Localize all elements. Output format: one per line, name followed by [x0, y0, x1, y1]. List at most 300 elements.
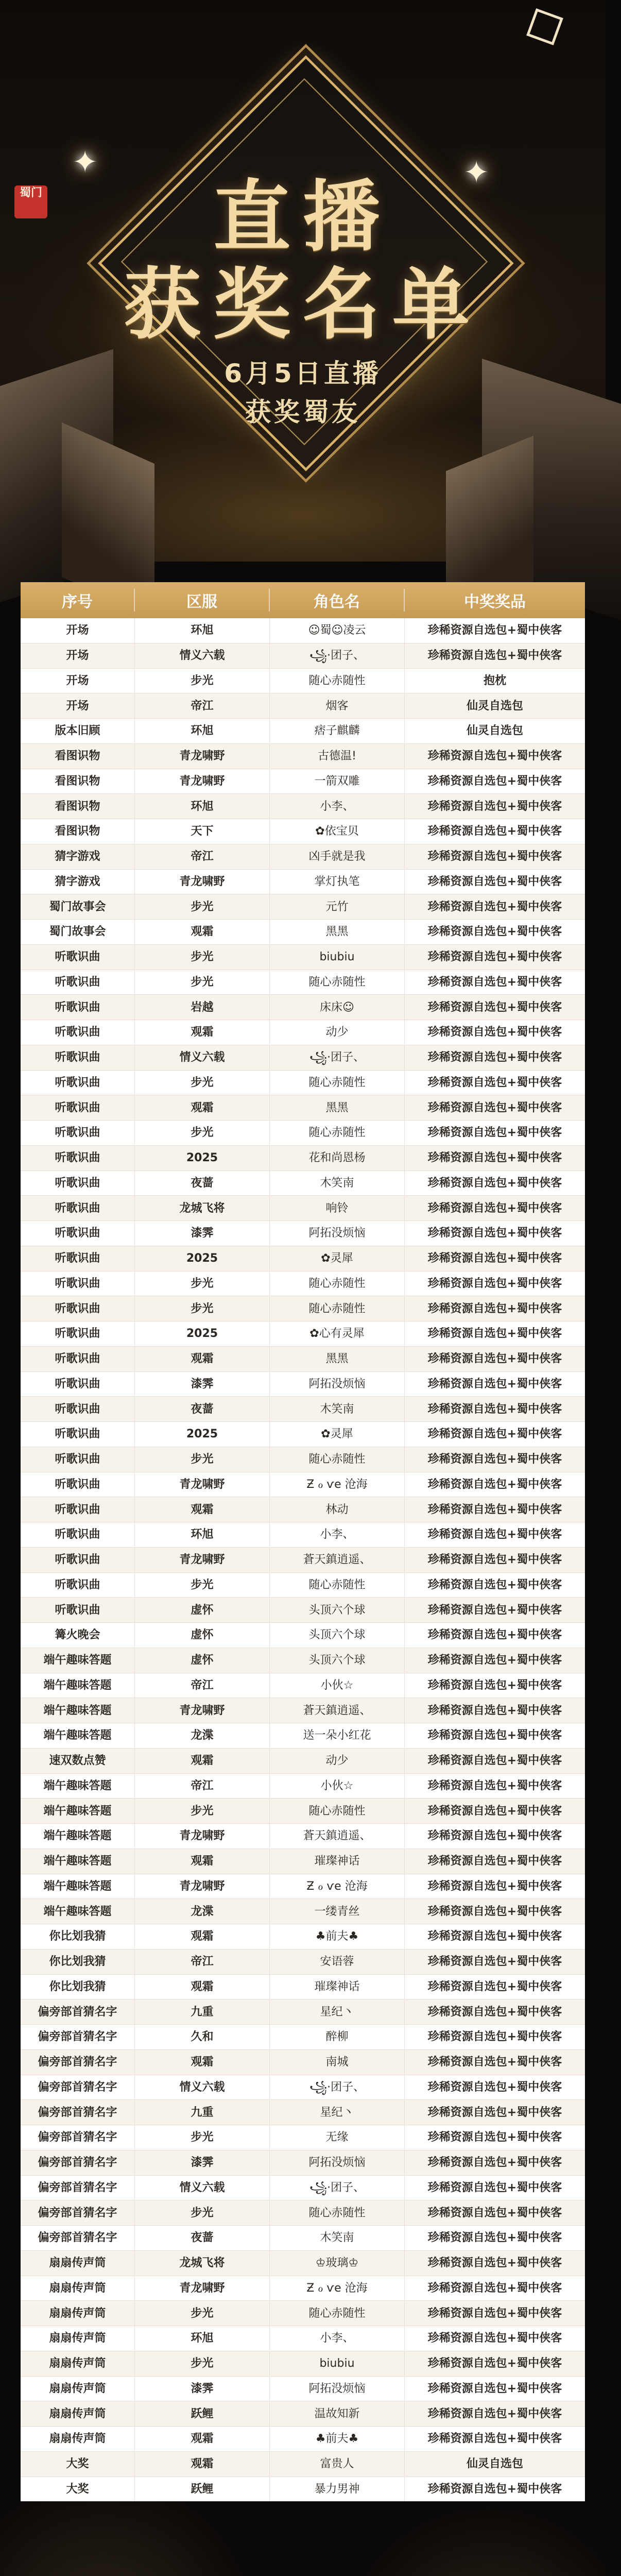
cell-server: 青龙啸野 [135, 1874, 270, 1899]
cell-prize: 珍稀资源自选包+蜀中侠客 [427, 1026, 562, 1039]
cell-index: 开场 [21, 694, 135, 718]
cell-prize: 珍稀资源自选包+蜀中侠客 [427, 1905, 562, 1918]
subtitle-date: 6月5日直播 [224, 359, 382, 388]
cell-server: 步光 [135, 1071, 270, 1095]
table-row [21, 1698, 585, 1723]
cell-character: Ƶ ℴ ѵe 沧海 [270, 1874, 405, 1899]
cell-server: 夜蔷 [135, 2226, 270, 2250]
cell-index: 端午趣味答题 [21, 1900, 135, 1924]
cell-character: 元竹 [270, 895, 405, 919]
frame-icon [526, 8, 563, 45]
table-row [21, 995, 585, 1020]
cell-prize: 珍稀资源自选包+蜀中侠客 [427, 925, 562, 939]
cell-server: 青龙啸野 [135, 1699, 270, 1723]
column-header-index: 序号 [21, 589, 135, 612]
cell-server: 漆霁 [135, 1221, 270, 1245]
cell-character: 无缘 [270, 2125, 405, 2149]
cell-index: 端午趣味答题 [21, 1799, 135, 1823]
cell-character: 富贵人 [270, 2452, 405, 2476]
cell-index: 听歌识曲 [21, 1321, 135, 1346]
cell-index: 偏旁部首猜名字 [21, 2050, 135, 2074]
cell-index: 听歌识曲 [21, 1146, 135, 1170]
cell-server: 观霜 [135, 1749, 270, 1773]
cell-index: 听歌识曲 [21, 945, 135, 969]
cell-server: 帝江 [135, 1673, 270, 1698]
cell-server: 情义六载 [135, 2075, 270, 2099]
cell-prize: 珍稀资源自选包+蜀中侠客 [427, 2382, 562, 2395]
cell-server: 帝江 [135, 1774, 270, 1798]
table-row [21, 2452, 585, 2477]
sparkle-icon: ✦ [72, 144, 98, 180]
table-row [21, 1397, 585, 1422]
table-row [21, 1824, 585, 1849]
column-header-character: 角色名 [270, 589, 405, 612]
cell-prize: 珍稀资源自选包+蜀中侠客 [427, 2005, 562, 2019]
table-row [21, 1422, 585, 1447]
seal-stamp: 蜀门 [14, 185, 47, 218]
winners-table [21, 582, 585, 2501]
cell-server: 步光 [135, 669, 270, 693]
table-row [21, 1522, 585, 1548]
cell-index: 听歌识曲 [21, 1422, 135, 1446]
cell-prize: 抱枕 [483, 674, 506, 687]
cell-index: 偏旁部首猜名字 [21, 2025, 135, 2049]
cell-prize: 珍稀资源自选包+蜀中侠客 [427, 1578, 562, 1591]
cell-server: 漆霁 [135, 1372, 270, 1396]
cell-character: 阿拓没烦恼 [270, 1221, 405, 1245]
cell-index: 听歌识曲 [21, 1297, 135, 1321]
table-row [21, 2427, 585, 2452]
cell-server: 虚怀 [135, 1598, 270, 1622]
subtitle-winners: 获奖蜀友 [245, 397, 360, 427]
table-row [21, 2226, 585, 2251]
table-row [21, 1849, 585, 1874]
table-row [21, 945, 585, 970]
cell-character: 随心赤随性 [270, 1071, 405, 1095]
cell-character: ✿灵犀 [270, 1246, 405, 1270]
table-row [21, 2050, 585, 2075]
table-row [21, 2401, 585, 2427]
cell-server: 岩越 [135, 995, 270, 1020]
table-row [21, 1548, 585, 1573]
cell-index: 偏旁部首猜名字 [21, 2075, 135, 2099]
cell-index: 听歌识曲 [21, 1045, 135, 1070]
cell-prize: 珍稀资源自选包+蜀中侠客 [427, 1377, 562, 1391]
cell-server: 情义六载 [135, 643, 270, 668]
cell-prize: 珍稀资源自选包+蜀中侠客 [427, 1051, 562, 1064]
cell-character: 一箭双雕 [270, 769, 405, 793]
sparkle-icon: ✦ [463, 155, 490, 191]
cell-prize: 珍稀资源自选包+蜀中侠客 [427, 2482, 562, 2496]
cell-prize: 珍稀资源自选包+蜀中侠客 [427, 1855, 562, 1868]
cell-index: 偏旁部首猜名字 [21, 2125, 135, 2149]
cell-character: ꧁·团子、 [270, 643, 405, 668]
table-row [21, 1472, 585, 1498]
cell-prize: 珍稀资源自选包+蜀中侠客 [427, 2407, 562, 2420]
table-row [21, 2200, 585, 2226]
cell-index: 听歌识曲 [21, 1221, 135, 1245]
table-row [21, 2301, 585, 2326]
cell-server: 跃鲤 [135, 2477, 270, 2501]
cell-index: 听歌识曲 [21, 1171, 135, 1195]
cell-prize: 珍稀资源自选包+蜀中侠客 [427, 1176, 562, 1190]
cell-character: 随心赤随性 [270, 2301, 405, 2326]
cell-character: 小李、 [270, 2326, 405, 2350]
cell-server: 龙城飞将 [135, 1196, 270, 1221]
cell-server: 观霜 [135, 2427, 270, 2451]
cell-server: 龙渫 [135, 1723, 270, 1748]
cell-character: 头顶六个球 [270, 1598, 405, 1622]
cell-prize: 珍稀资源自选包+蜀中侠客 [427, 624, 562, 637]
cell-prize: 珍稀资源自选包+蜀中侠客 [427, 1001, 562, 1014]
cell-index: 听歌识曲 [21, 1071, 135, 1095]
table-row [21, 719, 585, 744]
cell-character: 阿拓没烦恼 [270, 2150, 405, 2175]
cell-prize: 珍稀资源自选包+蜀中侠客 [427, 2181, 562, 2194]
cell-character: ✿心有灵犀 [270, 1321, 405, 1346]
cell-character: 小李、 [270, 794, 405, 819]
cell-index: 端午趣味答题 [21, 1824, 135, 1848]
table-row [21, 643, 585, 669]
cell-prize: 珍稀资源自选包+蜀中侠客 [427, 850, 562, 863]
cell-server: 龙城飞将 [135, 2251, 270, 2275]
cell-index: 偏旁部首猜名字 [21, 2226, 135, 2250]
cell-index: 大奖 [21, 2452, 135, 2476]
table-row [21, 2125, 585, 2150]
table-row [21, 1196, 585, 1221]
cell-index: 扇扇传声筒 [21, 2301, 135, 2326]
cell-character: 动少 [270, 1749, 405, 1773]
table-row [21, 618, 585, 643]
cell-server: 步光 [135, 1121, 270, 1145]
column-header-server: 区服 [135, 589, 270, 612]
cell-index: 听歌识曲 [21, 1397, 135, 1421]
cell-server: 观霜 [135, 2050, 270, 2074]
cell-index: 扇扇传声筒 [21, 2326, 135, 2350]
cell-prize: 仙灵自选包 [466, 2458, 523, 2471]
table-row [21, 1020, 585, 1045]
table-row [21, 2075, 585, 2100]
cell-index: 你比划我猜 [21, 1950, 135, 1974]
cell-index: 看图识物 [21, 794, 135, 819]
table-row [21, 844, 585, 870]
cell-prize: 珍稀资源自选包+蜀中侠客 [427, 649, 562, 663]
cell-server: 步光 [135, 1447, 270, 1471]
cell-prize: 珍稀资源自选包+蜀中侠客 [427, 1201, 562, 1215]
cell-server: 情义六载 [135, 2176, 270, 2200]
cell-server: 观霜 [135, 1020, 270, 1044]
cell-character: ✿依宝贝 [270, 819, 405, 843]
cell-prize: 珍稀资源自选包+蜀中侠客 [427, 1879, 562, 1893]
cell-character: 璀璨神话 [270, 1975, 405, 1999]
cell-prize: 珍稀资源自选包+蜀中侠客 [427, 1352, 562, 1366]
cell-index: 听歌识曲 [21, 1196, 135, 1221]
cell-prize: 珍稀资源自选包+蜀中侠客 [427, 1553, 562, 1567]
table-row [21, 1999, 585, 2025]
table-row [21, 1573, 585, 1598]
cell-prize: 珍稀资源自选包+蜀中侠客 [427, 1428, 562, 1441]
cell-prize: 珍稀资源自选包+蜀中侠客 [427, 1302, 562, 1315]
cell-server: 观霜 [135, 1347, 270, 1371]
cell-character: 星纪丶 [270, 2000, 405, 2024]
table-row [21, 2377, 585, 2402]
cell-index: 看图识物 [21, 819, 135, 843]
table-row [21, 2100, 585, 2125]
cell-index: 端午趣味答题 [21, 1699, 135, 1723]
cell-character: 头顶六个球 [270, 1623, 405, 1647]
cell-server: 青龙啸野 [135, 769, 270, 793]
cell-prize: 珍稀资源自选包+蜀中侠客 [427, 1779, 562, 1792]
table-row [21, 1221, 585, 1246]
table-row [21, 1272, 585, 1297]
cell-character: 随心赤随性 [270, 1121, 405, 1145]
cell-character: ꧁·团子、 [270, 2176, 405, 2200]
cell-prize: 珍稀资源自选包+蜀中侠客 [427, 1528, 562, 1541]
cell-index: 偏旁部首猜名字 [21, 2100, 135, 2125]
table-row [21, 1296, 585, 1321]
cell-index: 你比划我猜 [21, 1924, 135, 1948]
cell-prize: 珍稀资源自选包+蜀中侠客 [427, 1478, 562, 1491]
table-row [21, 1246, 585, 1272]
table-row [21, 1623, 585, 1648]
cell-prize: 珍稀资源自选包+蜀中侠客 [427, 975, 562, 989]
cell-server: 环旭 [135, 794, 270, 819]
cell-prize: 珍稀资源自选包+蜀中侠客 [427, 1503, 562, 1516]
cell-server: 青龙啸野 [135, 870, 270, 894]
cell-server: 观霜 [135, 1849, 270, 1873]
cell-server: 跃鲤 [135, 2402, 270, 2426]
cell-index: 偏旁部首猜名字 [21, 2201, 135, 2225]
cell-character: 头顶六个球 [270, 1648, 405, 1672]
cell-index: 看图识物 [21, 744, 135, 768]
cell-character: 阿拓没烦恼 [270, 2377, 405, 2401]
cell-server: 帝江 [135, 844, 270, 869]
table-row [21, 1749, 585, 1774]
table-row [21, 669, 585, 694]
cell-server: 青龙啸野 [135, 1548, 270, 1572]
cell-character: 黑黑 [270, 1347, 405, 1371]
cell-prize: 珍稀资源自选包+蜀中侠客 [427, 1227, 562, 1240]
cell-index: 听歌识曲 [21, 970, 135, 994]
cell-character: ꧁·团子、 [270, 2075, 405, 2099]
cell-index: 开场 [21, 618, 135, 642]
table-row [21, 2326, 585, 2351]
cell-index: 听歌识曲 [21, 1096, 135, 1120]
cell-server: 观霜 [135, 2452, 270, 2476]
cell-prize: 珍稀资源自选包+蜀中侠客 [427, 1804, 562, 1818]
cell-server: 步光 [135, 2125, 270, 2149]
cell-index: 篝火晚会 [21, 1623, 135, 1647]
cell-character: 床床☺ [270, 995, 405, 1020]
cell-server: 2025 [135, 1146, 270, 1170]
cell-prize: 珍稀资源自选包+蜀中侠客 [427, 1151, 562, 1165]
cell-index: 听歌识曲 [21, 1347, 135, 1371]
cell-server: 情义六载 [135, 1045, 270, 1070]
cell-character: Ƶ ℴ ѵe 沧海 [270, 2276, 405, 2300]
table-row [21, 1899, 585, 1924]
cell-character: 木笑南 [270, 1397, 405, 1421]
cell-index: 端午趣味答题 [21, 1723, 135, 1748]
cell-character: 阿拓没烦恼 [270, 1372, 405, 1396]
cell-prize: 珍稀资源自选包+蜀中侠客 [427, 2156, 562, 2170]
cell-server: 虚怀 [135, 1648, 270, 1672]
cell-index: 听歌识曲 [21, 1121, 135, 1145]
cell-server: 观霜 [135, 1498, 270, 1522]
cell-character: 掌灯执笔 [270, 870, 405, 894]
cell-character: ꧁·团子、 [270, 1045, 405, 1070]
cell-character: 送一朵小红花 [270, 1723, 405, 1748]
page-title-line-1: 直播 [213, 173, 392, 262]
cell-character: 随心赤随性 [270, 1297, 405, 1321]
cell-prize: 珍稀资源自选包+蜀中侠客 [427, 1955, 562, 1969]
cell-index: 扇扇传声筒 [21, 2276, 135, 2300]
cell-index: 端午趣味答题 [21, 1673, 135, 1698]
cell-server: 环旭 [135, 618, 270, 642]
table-row [21, 970, 585, 995]
cell-character: 随心赤随性 [270, 970, 405, 994]
table-row [21, 1071, 585, 1096]
cell-character: 响铃 [270, 1196, 405, 1221]
table-row [21, 2276, 585, 2301]
cell-server: 2025 [135, 1246, 270, 1270]
column-header-prize: 中奖奖品 [464, 593, 526, 611]
cell-server: 虚怀 [135, 1623, 270, 1647]
cell-character: 蒼天鎮逍遥、 [270, 1699, 405, 1723]
cell-server: 漆霁 [135, 2150, 270, 2175]
table-row [21, 1171, 585, 1196]
cell-prize: 珍稀资源自选包+蜀中侠客 [427, 2357, 562, 2370]
cell-prize: 珍稀资源自选包+蜀中侠客 [427, 800, 562, 813]
cell-character: 木笑南 [270, 1171, 405, 1195]
cell-server: 步光 [135, 945, 270, 969]
cell-character: 星纪丶 [270, 2100, 405, 2125]
table-row [21, 1924, 585, 1950]
cell-server: 步光 [135, 2201, 270, 2225]
cell-character: 暴力男神 [270, 2477, 405, 2501]
cell-prize: 珍稀资源自选包+蜀中侠客 [427, 1704, 562, 1717]
cell-character: 南城 [270, 2050, 405, 2074]
cell-prize: 珍稀资源自选包+蜀中侠客 [427, 2432, 562, 2446]
table-header [21, 582, 585, 618]
cell-index: 端午趣味答题 [21, 1774, 135, 1798]
cell-prize: 珍稀资源自选包+蜀中侠客 [427, 1252, 562, 1265]
cell-character: 温故知新 [270, 2402, 405, 2426]
table-row [21, 2477, 585, 2502]
cell-index: 听歌识曲 [21, 1498, 135, 1522]
cell-prize: 珍稀资源自选包+蜀中侠客 [427, 1327, 562, 1341]
table-row [21, 894, 585, 920]
cell-index: 开场 [21, 669, 135, 693]
cell-server: 青龙啸野 [135, 2276, 270, 2300]
cell-character: 木笑南 [270, 2226, 405, 2250]
cell-character: 黑黑 [270, 920, 405, 944]
cell-prize: 珍稀资源自选包+蜀中侠客 [427, 1654, 562, 1667]
cell-server: 久和 [135, 2025, 270, 2049]
cell-character: 一缕青丝 [270, 1900, 405, 1924]
cell-index: 你比划我猜 [21, 1975, 135, 1999]
cell-index: 开场 [21, 643, 135, 668]
table-row [21, 1874, 585, 1900]
cell-prize: 珍稀资源自选包+蜀中侠客 [427, 2257, 562, 2270]
cell-server: 观霜 [135, 1924, 270, 1948]
cell-server: 步光 [135, 1573, 270, 1597]
cell-server: 帝江 [135, 1950, 270, 1974]
cell-index: 蜀门故事会 [21, 895, 135, 919]
hero-banner [0, 0, 606, 562]
cell-prize: 珍稀资源自选包+蜀中侠客 [427, 2332, 562, 2345]
cell-prize: 珍稀资源自选包+蜀中侠客 [427, 2106, 562, 2119]
cell-index: 听歌识曲 [21, 1447, 135, 1471]
cell-character: ♔玻璃♔ [270, 2251, 405, 2275]
table-row [21, 1095, 585, 1121]
cell-prize: 珍稀资源自选包+蜀中侠客 [427, 1453, 562, 1466]
cell-server: 帝江 [135, 694, 270, 718]
cell-server: 步光 [135, 1272, 270, 1296]
cell-character: 随心赤随性 [270, 1799, 405, 1823]
cell-index: 听歌识曲 [21, 1472, 135, 1497]
cell-index: 扇扇传声筒 [21, 2427, 135, 2451]
cell-prize: 珍稀资源自选包+蜀中侠客 [427, 900, 562, 913]
cell-server: 步光 [135, 895, 270, 919]
cell-index: 版本旧顾 [21, 719, 135, 743]
cell-prize: 珍稀资源自选包+蜀中侠客 [427, 1754, 562, 1768]
cell-character: biubiu [270, 945, 405, 969]
cell-character: 古德温! [270, 744, 405, 768]
table-row [21, 2351, 585, 2377]
cell-prize: 仙灵自选包 [466, 724, 523, 738]
page-title-line-2: 获奖名单 [123, 260, 482, 350]
table-row [21, 920, 585, 945]
cell-index: 偏旁部首猜名字 [21, 2000, 135, 2024]
table-row [21, 2176, 585, 2201]
cell-index: 扇扇传声筒 [21, 2351, 135, 2376]
table-row [21, 1648, 585, 1673]
cell-index: 偏旁部首猜名字 [21, 2150, 135, 2175]
cell-index: 听歌识曲 [21, 1020, 135, 1044]
cell-index: 扇扇传声筒 [21, 2402, 135, 2426]
table-row [21, 1774, 585, 1799]
table-row [21, 1799, 585, 1824]
cell-prize: 珍稀资源自选包+蜀中侠客 [427, 750, 562, 763]
cell-server: 2025 [135, 1321, 270, 1346]
cell-server: 夜蔷 [135, 1171, 270, 1195]
cell-prize: 珍稀资源自选包+蜀中侠客 [427, 1076, 562, 1089]
cell-server: 环旭 [135, 1522, 270, 1547]
table-row [21, 1045, 585, 1071]
cell-character: ♣前夫♣ [270, 1924, 405, 1948]
cell-server: 步光 [135, 1799, 270, 1823]
cell-server: 2025 [135, 1422, 270, 1446]
cell-character: 随心赤随性 [270, 1272, 405, 1296]
cell-prize: 珍稀资源自选包+蜀中侠客 [427, 1402, 562, 1416]
cell-index: 扇扇传声筒 [21, 2377, 135, 2401]
cell-server: 漆霁 [135, 2377, 270, 2401]
cell-server: 步光 [135, 2301, 270, 2326]
cell-prize: 珍稀资源自选包+蜀中侠客 [427, 1277, 562, 1290]
cell-index: 听歌识曲 [21, 1372, 135, 1396]
cell-character: 动少 [270, 1020, 405, 1044]
cell-character: 蒼天鎮逍遥、 [270, 1824, 405, 1848]
cell-prize: 珍稀资源自选包+蜀中侠客 [427, 1126, 562, 1140]
cell-character: 小李、 [270, 1522, 405, 1547]
cell-character: 醉柳 [270, 2025, 405, 2049]
cell-server: 青龙啸野 [135, 1472, 270, 1497]
table-row [21, 819, 585, 844]
cell-server: 青龙啸野 [135, 1824, 270, 1848]
cell-character: 随心赤随性 [270, 2201, 405, 2225]
cell-server: 夜蔷 [135, 1397, 270, 1421]
cell-character: 黑黑 [270, 1096, 405, 1120]
